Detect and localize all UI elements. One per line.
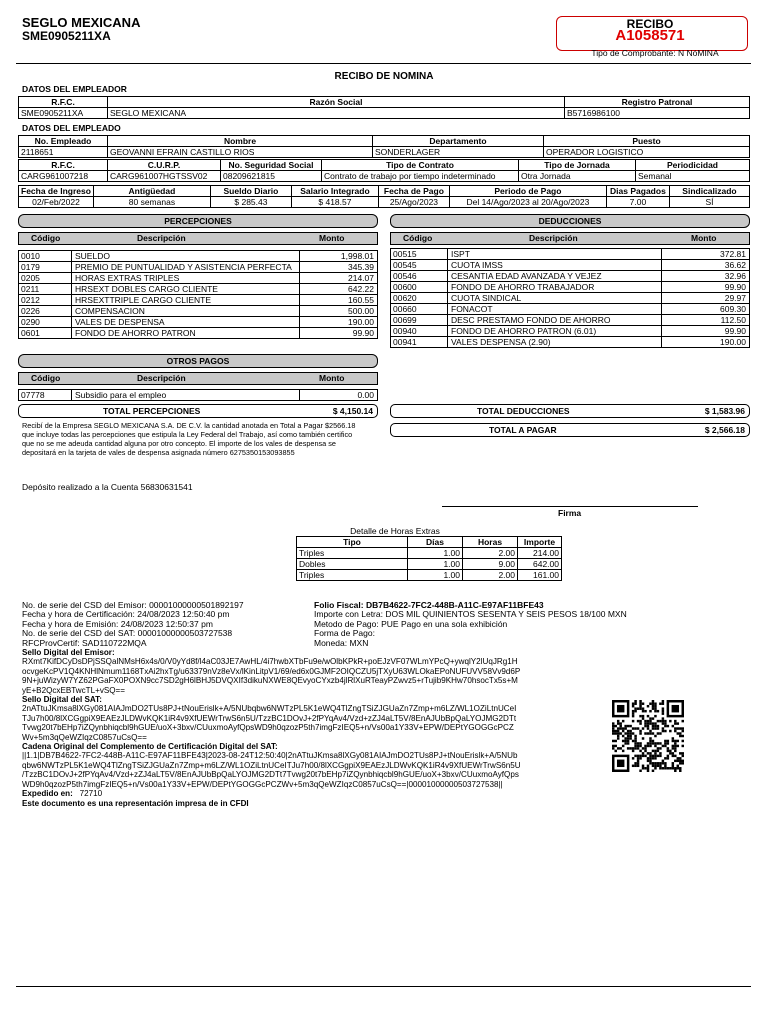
employer-section-title: DATOS DEL EMPLEADOR xyxy=(22,84,127,94)
deduccion-codigo: 00620 xyxy=(393,293,417,303)
horas-tipo: Triples xyxy=(297,570,408,581)
percepcion-row xyxy=(19,295,377,306)
employee-dias: 7.00 xyxy=(606,197,669,208)
percepciones-title: PERCEPCIONES xyxy=(18,214,378,228)
sello-sat-title: Sello Digital del SAT: xyxy=(22,695,102,705)
horas-importe: 161.00 xyxy=(518,570,562,581)
horas-tipo: Dobles xyxy=(297,559,408,570)
employer-razon: SEGLO MEXICANA xyxy=(108,108,565,119)
employee-h-ingreso: Fecha de Ingreso xyxy=(19,186,94,197)
deduccion-codigo: 00940 xyxy=(393,326,417,336)
employee-depto: SONDERLAGER xyxy=(373,147,544,158)
representacion-text: Este documento es una representación impresa de in CFDI xyxy=(22,798,249,808)
deduccion-monto: 99.90 xyxy=(724,282,746,292)
percepcion-codigo: 0226 xyxy=(21,306,40,316)
employer-registro: B5716986100 xyxy=(565,108,750,119)
horas-horas: 2.00 xyxy=(463,570,518,581)
employee-h-nss: No. Seguridad Social xyxy=(221,160,322,171)
horas-extras-table xyxy=(296,536,562,581)
metodo-pago: Metodo de Pago: PUE Pago en una sola exhibición xyxy=(314,618,508,629)
percepcion-row xyxy=(19,273,377,284)
legal-line-2: que incluye todas las percepciones que estipula la Ley Federal del Trabajo, así como también certifico xyxy=(22,430,353,439)
otros-pagos-h-codigo: Código xyxy=(31,373,61,383)
deduccion-monto: 609.30 xyxy=(720,304,746,314)
sello-sat-3: Tvwg20t7bEHp7iZQynbhiqcbl9hGUE/uoX+3bxv/CUuxmoAyfQpsWD9h0qzozP5th7imgFzIEQ5+n/Vs00a1Y33V+EPW/DEPtYGOGGcPCZ xyxy=(22,723,514,733)
sello-sat-4: Wv+5m3qQeWZIqzC0857uCsQ== xyxy=(22,732,147,742)
otros-pagos-h-desc: Descripción xyxy=(137,373,186,383)
cfdi-right-block xyxy=(314,601,754,648)
percepciones-h-monto: Monto xyxy=(319,233,345,243)
cadena-3: /TzzBC1DOvJ+2fPYqAv4/Vzd+zZJ4aLT5V/8EnAJUbBpQaLYOJMG2DTt7Tvwg20t7bEHp7iZQynbhiqcbl9hGUE/uoX+3bxv/CUuxmoAyfQps xyxy=(22,770,519,780)
qr-code xyxy=(612,700,684,772)
percepcion-desc: COMPENSACION xyxy=(75,306,145,316)
employee-h-nombre: Nombre xyxy=(108,136,373,147)
fecha-emision: Fecha y hora de Emisión: 24/08/2023 12:50:37 pm xyxy=(22,618,213,629)
deduccion-codigo: 00660 xyxy=(393,304,417,314)
percepcion-codigo: 0212 xyxy=(21,295,40,305)
percepcion-monto: 500.00 xyxy=(348,306,374,316)
deduccion-row xyxy=(391,260,749,271)
horas-dias: 1.00 xyxy=(408,559,463,570)
employer-table xyxy=(18,96,750,119)
deduccion-codigo: 00545 xyxy=(393,260,417,270)
horas-h-dias: Días xyxy=(408,537,463,548)
sello-sat-1: 2nATtuJKmsa8lXGy081AIAJmDO2TUs8PJ+tNouErislk+A/5NUbqbw6NWTzPL5K1eWQ4TlZngTSiZJGUaZn7Zmp+m6LZ/WL1OZiLtnUCeI xyxy=(22,704,517,714)
header-divider xyxy=(16,63,751,64)
deduccion-codigo: 00699 xyxy=(393,315,417,325)
signature-line xyxy=(442,506,698,507)
percepcion-monto: 642.22 xyxy=(348,284,374,294)
percepcion-monto: 160.55 xyxy=(348,295,374,305)
percepciones-header xyxy=(18,232,378,245)
employer-h-rfc: R.F.C. xyxy=(19,97,108,108)
csd-emisor: No. de serie del CSD del Emisor: 00001000000501892197 xyxy=(22,600,244,610)
deduccion-desc: FONACOT xyxy=(451,304,493,314)
horas-importe: 214.00 xyxy=(518,548,562,559)
percepcion-row xyxy=(19,262,377,273)
horas-extras-caption: Detalle de Horas Extras xyxy=(350,526,440,536)
employee-periodo: Del 14/Ago/2023 al 20/Ago/2023 xyxy=(449,197,606,208)
cadena-4: WD9h0qzozP5th7imgFzIEQ5+n/Vs00a1Y33V+EPW/DEPtYGOGGcPCZWv+5m3qQeWZIqzC0857uCsQ==|00001000000503727538|| xyxy=(22,779,503,789)
employee-antiguedad: 80 semanas xyxy=(93,197,210,208)
percepcion-codigo: 0205 xyxy=(21,273,40,283)
total-pagar-label: TOTAL A PAGAR xyxy=(489,425,557,435)
employee-contrato: Contrato de trabajo por tiempo indeterminado xyxy=(322,171,519,182)
deduccion-row xyxy=(391,315,749,326)
company-rfc: SME0905211XA xyxy=(22,29,111,43)
deduccion-row xyxy=(391,337,749,347)
employee-table-1 xyxy=(18,135,750,158)
percepcion-row xyxy=(19,306,377,317)
percepcion-desc: HORAS EXTRAS TRIPLES xyxy=(75,273,180,283)
total-pagar-value: $ 2,566.18 xyxy=(704,425,745,435)
cadena-1: ||1.1|DB7B4622-7FC2-448B-A11C-E97AF11BFE43|2023-08-24T12:50:40|2nATtuJKmsa8lXGy081AIAJmDO2TUs8PJ+tNouErislk+A/5NUb xyxy=(22,751,518,761)
percepcion-desc: PREMIO DE PUNTUALIDAD Y ASISTENCIA PERFECTA xyxy=(75,262,292,272)
percepcion-desc: HRSEXT DOBLES CARGO CLIENTE xyxy=(75,284,218,294)
horas-h-importe: Importe xyxy=(518,537,562,548)
horas-horas: 9.00 xyxy=(463,559,518,570)
total-deducciones-label: TOTAL DEDUCCIONES xyxy=(477,406,570,416)
percepcion-monto: 99.90 xyxy=(352,328,374,338)
deposito-text: Depósito realizado a la Cuenta 56830631541 xyxy=(22,482,193,492)
employee-salario: $ 418.57 xyxy=(291,197,378,208)
horas-importe: 642.00 xyxy=(518,559,562,570)
employee-h-no: No. Empleado xyxy=(19,136,108,147)
employee-sindical: SÍ xyxy=(669,197,749,208)
percepcion-row xyxy=(19,251,377,262)
deduccion-row xyxy=(391,293,749,304)
otros-pagos-rows xyxy=(18,389,378,401)
employee-periodicidad: Semanal xyxy=(636,171,750,182)
deduccion-codigo: 00546 xyxy=(393,271,417,281)
document-title: RECIBO DE NOMINA xyxy=(334,71,434,82)
csd-sat: No. de serie del CSD del SAT: 00001000000503727538 xyxy=(22,628,233,639)
employee-h-puesto: Puesto xyxy=(544,136,750,147)
employee-h-fpago: Fecha de Pago xyxy=(378,186,449,197)
horas-h-tipo: Tipo xyxy=(297,537,408,548)
employee-h-sueldo: Sueldo Diario xyxy=(210,186,291,197)
deduccion-desc: DESC PRESTAMO FONDO DE AHORRO xyxy=(451,315,611,325)
otros-pagos-h-monto: Monto xyxy=(319,373,345,383)
employee-table-2 xyxy=(18,159,750,182)
otros-pagos-header xyxy=(18,372,378,385)
employee-h-sindical: Sindicalizado xyxy=(669,186,749,197)
employee-nombre: GEOVANNI EFRAIN CASTILLO RIOS xyxy=(108,147,373,158)
deduccion-codigo: 00941 xyxy=(393,337,417,347)
legal-line-4: depositará en la tarjeta de vales de despensa asignada número 6275350153093855 xyxy=(22,448,295,457)
importe-letra: Importe con Letra: DOS MIL QUINIENTOS SESENTA Y SEIS PESOS 18/100 MXN xyxy=(314,609,627,620)
deduccion-monto: 99.90 xyxy=(724,326,746,336)
deduccion-codigo: 00515 xyxy=(393,249,417,259)
deduccion-desc: VALES DESPENSA (2.90) xyxy=(451,337,551,347)
percepcion-codigo: 0179 xyxy=(21,262,40,272)
deduccion-monto: 29.97 xyxy=(724,293,746,303)
horas-tipo: Triples xyxy=(297,548,408,559)
deduccion-row xyxy=(391,304,749,315)
otro-pago-codigo: 07778 xyxy=(21,390,45,400)
employee-h-periodicidad: Periodicidad xyxy=(636,160,750,171)
employee-fpago: 25/Ago/2023 xyxy=(378,197,449,208)
deducciones-rows xyxy=(390,248,750,348)
sello-emisor-4: yE+B2QcxEBTwcTL+vSQ== xyxy=(22,685,126,695)
expedido-label: Expedido en: xyxy=(22,789,73,799)
percepcion-row xyxy=(19,284,377,295)
signature-label: Firma xyxy=(558,508,582,518)
deducciones-h-desc: Descripción xyxy=(529,233,578,243)
percepcion-row xyxy=(19,317,377,328)
cadena-title: Cadena Original del Complemento de Certificación Digital del SAT: xyxy=(22,742,278,752)
employee-puesto: OPERADOR LOGISTICO xyxy=(544,147,750,158)
legal-line-3: que no se me adeuda cantidad alguna por otro concepto. El importe de los vales de despensa se xyxy=(22,439,336,448)
moneda: Moneda: MXN xyxy=(314,637,369,648)
otro-pago-monto: 0.00 xyxy=(357,390,374,400)
percepciones-h-codigo: Código xyxy=(31,233,61,243)
deduccion-desc: CUOTA IMSS xyxy=(451,260,503,270)
rfc-prov-certif: RFCProvCertif: SAD110722MQA xyxy=(22,637,147,648)
deducciones-header xyxy=(390,232,750,245)
deducciones-title: DEDUCCIONES xyxy=(390,214,750,228)
sello-emisor-title: Sello Digital del Emisor: xyxy=(22,648,115,657)
percepcion-codigo: 0010 xyxy=(21,251,40,261)
forma-pago: Forma de Pago: xyxy=(314,628,375,639)
employee-h-salario: Salario Integrado xyxy=(291,186,378,197)
percepcion-codigo: 0290 xyxy=(21,317,40,327)
horas-dias: 1.00 xyxy=(408,570,463,581)
folio-fiscal: Folio Fiscal: DB7B4622-7FC2-448B-A11C-E97AF11BFE43 xyxy=(314,600,544,610)
percepcion-codigo: 0211 xyxy=(21,284,40,294)
horas-h-horas: Horas xyxy=(463,537,518,548)
percepcion-codigo: 0601 xyxy=(21,328,40,338)
otro-pago-desc: Subsidio para el empleo xyxy=(75,390,167,400)
deduccion-row xyxy=(391,282,749,293)
total-deducciones-value: $ 1,583.96 xyxy=(704,406,745,416)
company-name: SEGLO MEXICANA xyxy=(22,15,141,30)
cadena-2: qbw6NWTzPL5K1eWQ4TlZngTSiZJGUaZn7Zmp+m6LZ/WL1OZiLtnUCeITJu7h00/8lXCGgpiX9EAEzJLDWvKQK1iR4v9XfUEWrTrwS6n5U xyxy=(22,760,521,770)
legal-text xyxy=(22,421,380,457)
employee-h-dias: Dias Pagados xyxy=(606,186,669,197)
sello-emisor-2: ocvgeKcPV1Q4KNHlNmum1168TxAi2hxTg/u63379nVz8eVx/lKinLitpV1/69/ed6x0GJMF2OIQCZU5jTXyU63WLOkaEPoNUFUVV58Vv9d6P xyxy=(22,666,521,676)
deduccion-desc: ISPT xyxy=(451,249,470,259)
deduccion-desc: FONDO DE AHORRO TRABAJADOR xyxy=(451,282,595,292)
deduccion-codigo: 00600 xyxy=(393,282,417,292)
otro-pago-row xyxy=(19,390,377,400)
employee-h-jornada: Tipo de Jornada xyxy=(519,160,636,171)
total-pagar-box xyxy=(390,423,750,437)
percepcion-desc: VALES DE DESPENSA xyxy=(75,317,165,327)
deduccion-desc: FONDO DE AHORRO PATRON (6.01) xyxy=(451,326,597,336)
sello-sat-2: TJu7h00/8lXCGgpiX9EAEzJLDWvKQK1iR4v9XfUEWrTrwS6n5U/TzzBC1DOvJ+2fPYqAv4/Vzd+zZJ4aLT5V/8EnAJUbBpQaLYOJMG2DTt xyxy=(22,713,517,723)
employee-h-contrato: Tipo de Contrato xyxy=(322,160,519,171)
deduccion-desc: CESANTIA EDAD AVANZADA Y VEJEZ xyxy=(451,271,602,281)
deduccion-monto: 112.50 xyxy=(720,315,746,325)
fecha-certificacion: Fecha y hora de Certificación: 24/08/2023 12:50:40 pm xyxy=(22,609,230,620)
employee-rfc: CARG961007218 xyxy=(19,171,108,182)
deduccion-monto: 32.96 xyxy=(724,271,746,281)
receipt-number: A1058571 xyxy=(615,27,685,44)
employer-h-razon: Razón Social xyxy=(108,97,565,108)
employee-nss: 08209621815 xyxy=(221,171,322,182)
employee-section-title: DATOS DEL EMPLEADO xyxy=(22,123,121,133)
sello-emisor-1: RXmt7KifDCyDsDPjSSQalNMsH6x4s/0/V0yYd8f/l4aC03JE7AwHL/4i7hwbXTbFu9e/wOlbKPkR+poEJzVF07WLmYPcQ+ywqlY2lUqJRg1H xyxy=(22,657,518,667)
employee-jornada: Otra Jornada xyxy=(519,171,636,182)
deduccion-row xyxy=(391,271,749,282)
deduccion-desc: CUOTA SINDICAL xyxy=(451,293,522,303)
employee-h-curp: C.U.R.P. xyxy=(108,160,221,171)
deduccion-row xyxy=(391,249,749,260)
employee-h-depto: Departamento xyxy=(373,136,544,147)
bottom-rule xyxy=(16,986,751,987)
percepciones-h-desc: Descripción xyxy=(137,233,186,243)
deduccion-monto: 36.62 xyxy=(724,260,746,270)
employee-sueldo: $ 285.43 xyxy=(210,197,291,208)
percepciones-rows xyxy=(18,250,378,339)
employee-no: 2118651 xyxy=(19,147,108,158)
deduccion-row xyxy=(391,326,749,337)
employer-h-registro: Registro Patronal xyxy=(565,97,750,108)
otros-pagos-title: OTROS PAGOS xyxy=(18,354,378,368)
horas-horas: 2.00 xyxy=(463,548,518,559)
comprobante-type: Tipo de Comprobante: N NóMINA xyxy=(591,48,719,58)
employer-rfc: SME0905211XA xyxy=(19,108,108,119)
deducciones-h-codigo: Código xyxy=(403,233,433,243)
deduccion-monto: 190.00 xyxy=(720,337,746,347)
horas-extras-row xyxy=(297,570,562,581)
employee-h-periodo: Periodo de Pago xyxy=(449,186,606,197)
horas-extras-row xyxy=(297,548,562,559)
percepcion-monto: 345.39 xyxy=(348,262,374,272)
employee-table-3 xyxy=(18,185,750,208)
percepcion-row xyxy=(19,328,377,338)
total-deducciones-box xyxy=(390,404,750,418)
percepcion-desc: FONDO DE AHORRO PATRON xyxy=(75,328,196,338)
total-percepciones-value: $ 4,150.14 xyxy=(332,406,373,416)
receipt-label: RECIBO xyxy=(626,17,674,31)
employee-ingreso: 02/Feb/2022 xyxy=(19,197,94,208)
legal-line-1: Recibí de la Empresa SEGLO MEXICANA S.A. DE C.V. la cantidad anotada en Total a Pagar $2566.18 xyxy=(22,421,356,430)
percepcion-desc: SUELDO xyxy=(75,251,110,261)
percepcion-monto: 214.07 xyxy=(348,273,374,283)
percepcion-monto: 1,998.01 xyxy=(340,251,374,261)
percepcion-desc: HRSEXTTRIPLE CARGO CLIENTE xyxy=(75,295,212,305)
horas-dias: 1.00 xyxy=(408,548,463,559)
percepcion-monto: 190.00 xyxy=(348,317,374,327)
deducciones-h-monto: Monto xyxy=(691,233,717,243)
cfdi-left-block xyxy=(22,601,312,648)
employee-h-rfc: R.F.C. xyxy=(19,160,108,171)
sellos-block xyxy=(22,648,592,808)
employee-h-antiguedad: Antigüedad xyxy=(93,186,210,197)
deduccion-monto: 372.81 xyxy=(720,249,746,259)
total-percepciones-label: TOTAL PERCEPCIONES xyxy=(103,406,201,416)
total-percepciones-box xyxy=(18,404,378,418)
horas-extras-row xyxy=(297,559,562,570)
employee-curp: CARG961007HGTSSV02 xyxy=(108,171,221,182)
expedido-value: 72710 xyxy=(79,789,103,799)
sello-emisor-3: 9N+juWizyW7YZ62PGaFX0POXN9cc7SD2gH6lBHJ5DVQXIf3dikuNXWE8QEvyoCYxzb4jlRlXuRTeayPZwvz5+rTujib9KHw70hsocTx5s+M xyxy=(22,676,518,686)
